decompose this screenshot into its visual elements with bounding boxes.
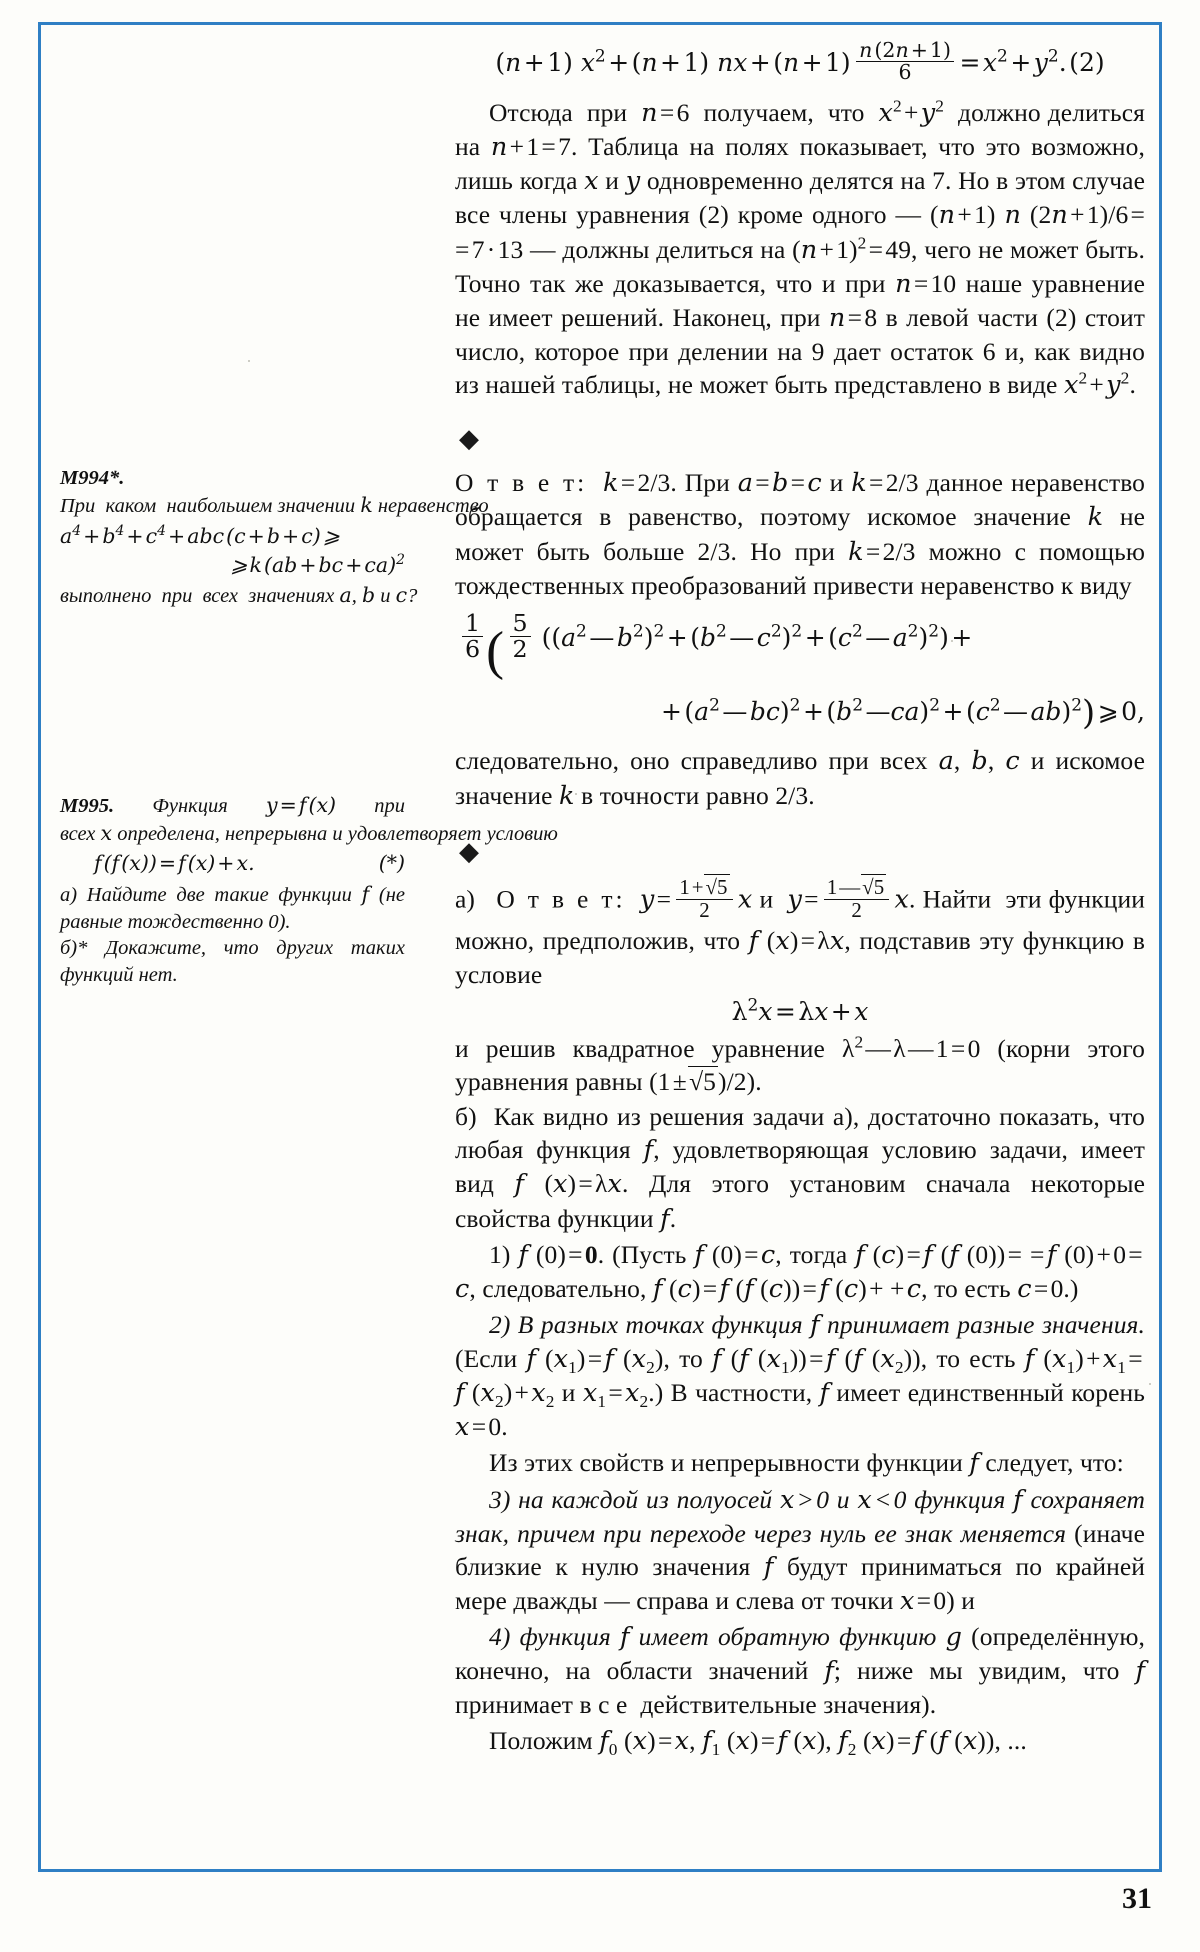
problem-m995-text-a: а) Найдите две такие функции f (не равные тождественно 0). bbox=[60, 881, 405, 933]
problem-m994-formula-2: ⩾ k (ab + bc + ca)$^2$ bbox=[230, 552, 405, 577]
item-3: 3) на каждой из полуосей x > 0 и x < 0 функция f сохраняет знак, причем при переходе через нуль ее знак меняется (иначе близкие к нулю значения f будут приниматься по крайней мере дважды — справа и слева от точки x = 0) и bbox=[455, 1484, 1145, 1617]
answer-995-prefix: а) bbox=[455, 883, 476, 913]
problem-m994 bbox=[60, 465, 489, 609]
paragraph-n6: Отсюда при n = 6 получаем, что $x^2$ + $y^2$ должно делиться на n + 1 = 7. Таблица на полях показывает, что это возможно, лишь когда x и y одновременно делятся на 7. Но в этом случае все члены уравнения (2) кроме одного — (n + 1) n (2n + 1)/6 = = 7 · 13 — должны делиться на (n + 1)$^2$ = 49, чего не может быть. Точно так же доказывается, что и при n = 10 наше уравнение не имеет решений. Наконец, при n = 8 в левой части (2) стоит число, которое при делении на 9 дает остаток 6 и, как видно из нашей таблицы, не может быть представлено в виде $x^2$ + $y^2$. bbox=[455, 96, 1146, 401]
page-number: 31 bbox=[1122, 1882, 1152, 1915]
problem-m995-text-b: б)* Докажите, что других таких функций нет. bbox=[60, 937, 405, 986]
page-content bbox=[60, 37, 1146, 1870]
item-4: 4) функция f имеет обратную функцию g (определённую, конечно, на области значений f; ниже мы увидим, что f принимает в с е действительные значения). bbox=[455, 1622, 1145, 1720]
problem-m994-text-2: выполнено при всех значениях a, b и c? bbox=[60, 582, 418, 607]
problem-m995-label: М995. bbox=[60, 795, 115, 817]
answer-m995-a: а) О т в е т: y = $\frac{1 + √5}{2}$ x и y = $\frac{1 — √5}{2}$ x. Найти эти функции можно, предположив, что f (x) = λx, подставив эту функцию в условие bbox=[455, 874, 1145, 989]
problem-m995-star: (*) bbox=[378, 851, 405, 876]
problem-m994-text: При каком наибольшем значении k неравенство bbox=[60, 492, 489, 517]
paragraph-m994-end: следовательно, оно справедливо при всех a, b, c и искомое значение k в точности равно 2/3. bbox=[455, 746, 1146, 811]
item-1: 1) f (0) = 0. (Пусть f (0) = c, тогда f (c) = f (f (0)) = = f (0) + 0 = c, следовательно, f (c) = f (f (c)) = f (c) + + c, то есть c = 0.) bbox=[455, 1239, 1145, 1304]
paragraph-995a-end: и решив квадратное уравнение $\lambda^2$ — λ — 1 = 0 (корни этого уравнения равны (1 ± √5)/2). б) Как видно из решения задачи а), достаточно показать, что любая функция f, удовлетворяющая условию задачи, имеет вид f (x) = λx. Для этого установим сначала некоторые свойства функции f. 1) f (0) = 0. (Пусть f (0) = c, тогда f (c) = f (f (0)) = = f (0) + 0 = c, следовательно, f (c) = f (f (c)) = f (c) + + c, то есть c = 0.) 2) В разных точках функция f принимает разные значения. (Если f $(x_1)$ = f $(x_2)$, то f (f $(x_1)$) = f (f $(x_2)$), то есть f $(x_1)$ + $x_1$ = f $(x_2)$ + $x_2$ и $x_1$ = $x_2$.) В частности, f имеет единственный корень x = 0. Из этих свойств и непрерывности функции f следует, что: 3) на каждой из полуосей x > 0 и x < 0 функция f сохраняет знак, причем при переходе через нуль ее знак меняется (иначе близкие к нулю значения f будут приниматься по крайней мере дважды — справа и слева от точки x = 0) и 4) функция f имеет обратную функцию g (определённую, конечно, на области значений f; ниже мы увидим, что f принимает в с е действительные значения). Положим $f_0$ (x) = x, $f_1$ (x) = f (x), $f_2$ (x) = f (f (x)), ... bbox=[455, 1032, 1145, 1759]
formula-995a: $\lambda^2x$ = λx + x bbox=[731, 995, 869, 1026]
separator-diamond-2: ◆ bbox=[459, 836, 479, 866]
main-column bbox=[455, 37, 1146, 1759]
paragraph-995b: б) Как видно из решения задачи а), достаточно показать, что любая функция f, удовлетворяющая условию задачи, имеет вид f (x) = λx. Для этого установим сначала некоторые свойства функции f. bbox=[455, 1102, 1145, 1234]
problem-m995-text: Функция y = f (x) при всех x определена, непрерывна и удовлетворяет условию bbox=[60, 793, 558, 845]
item-2: 2) В разных точках функция f принимает разные значения. (Если f $(x_1)$ = f $(x_2)$, то f (f $(x_1)$) = f (f $(x_2)$), то есть f $(x_1)$ + $x_1$ = f $(x_2)$ + $x_2$ и $x_1$ = $x_2$.) В частности, f имеет единственный корень x = 0. bbox=[455, 1309, 1145, 1443]
answer-label-994: О т в е т: bbox=[455, 468, 588, 498]
problem-m995 bbox=[60, 792, 558, 988]
formula-m994: $\frac{1}{6}$ ( $\frac{5}{2}$ (($a^2$ — $b^2)^2$ + ($b^2$ — $c^2)^2$ + ($c^2$ — $a^2)^2$) + + ($a^2$ — bc)$^2$ + ($b^2$ —ca)$^2$ + ($c^2$ — ab)$^2$) ⩾ 0, bbox=[455, 614, 1145, 733]
separator-diamond-1: ◆ bbox=[459, 424, 479, 454]
answer-m994: О т в е т: k = 2/3. При a = b = c и k = 2/3 данное неравенство обращается в равенство, поэтому искомое значение k не может быть больше 2/3. Но при k = 2/3 можно с помощью тождественных преобразований привести неравенство к виду bbox=[455, 468, 1146, 600]
problem-m995-formula: f (f (x)) = f (x) + x. (*) bbox=[94, 851, 405, 876]
paragraph-props: Из этих свойств и непрерывности функции f следует, что: bbox=[489, 1448, 1124, 1479]
paragraph-last: Положим $f_0$ (x) = x, $f_1$ (x) = f (x), $f_2$ (x) = f (f (x)), ... bbox=[489, 1725, 1027, 1759]
equation-2: (n + 1) $x^2$ + (n + 1) nx + (n + 1) $\frac{n (2n + 1)}{6}$ = $x^2$ + $y^2$. (2) bbox=[495, 37, 1105, 85]
problem-m994-label: М994*. bbox=[60, 467, 125, 489]
problem-m994-formula-1: $a^4$ + $b^4$ + $c^4$ + abc (c + b + c) ⩾ bbox=[60, 523, 340, 549]
answer-label-995: О т в е т: bbox=[496, 883, 626, 913]
